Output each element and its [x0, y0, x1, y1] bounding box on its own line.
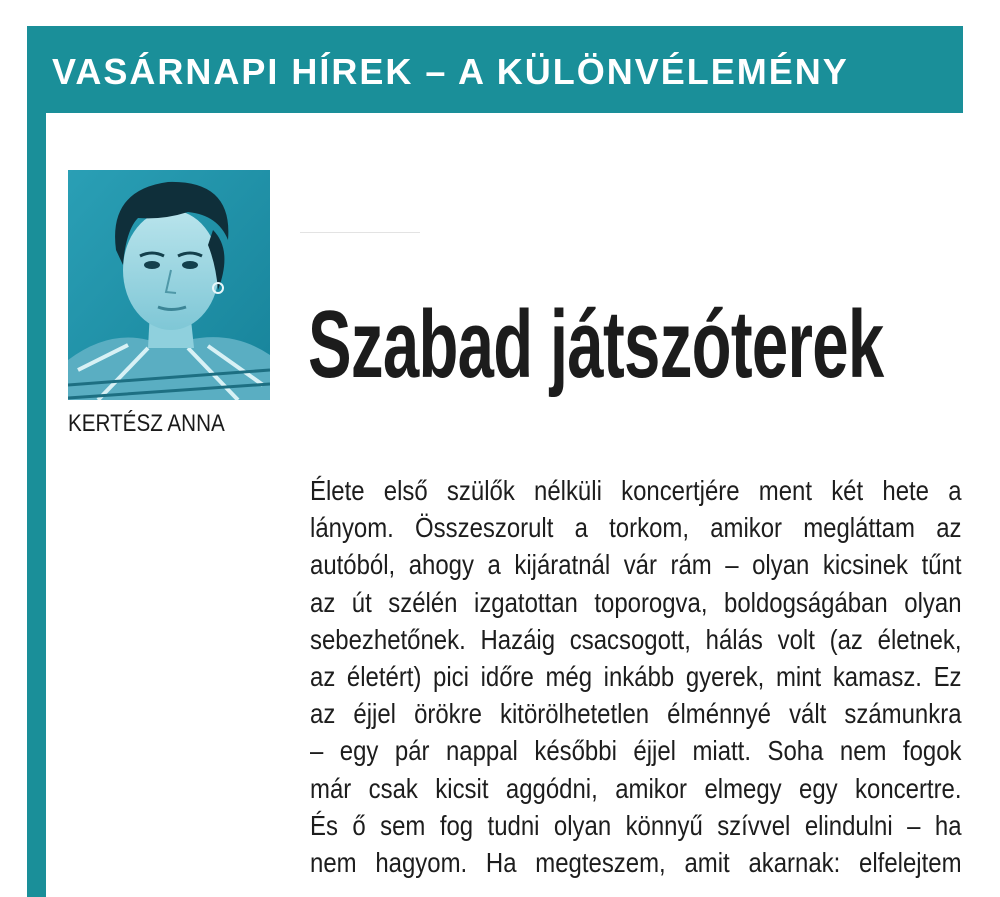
body-line: És ő sem fog tudni olyan könnyű szívvel elindulni – ha — [310, 809, 962, 841]
author-photo-illustration — [68, 170, 270, 400]
body-line: – egy pár nappal későbbi éjjel miatt. Soha nem fogok — [310, 735, 962, 767]
article-headline: Szabad játszóterek — [308, 291, 884, 398]
article-body — [310, 472, 962, 881]
body-line: Élete első szülők nélküli koncertjére ment két hete a — [310, 475, 962, 506]
body-line: az éjjel örökre kitörölhetetlen élménnyé vált számunkra — [310, 698, 962, 730]
body-line: sebezhetőnek. Hazáig csacsogott, hálás volt (az életnek, — [310, 623, 962, 655]
author-name: KERTÉSZ ANNA — [68, 410, 225, 437]
author-photo — [68, 170, 270, 400]
body-line: autóból, ahogy a kijáratnál vár rám – olyan kicsinek tűnt — [310, 549, 962, 581]
divider-line — [300, 232, 420, 233]
body-line: lányom. Összeszorult a torkom, amikor megláttam az — [310, 512, 962, 544]
body-line: az út szélén izgatottan toporogva, boldogságában olyan — [310, 586, 962, 618]
body-line: már csak kicsit aggódni, amikor elmegy egy koncertre. — [310, 772, 962, 804]
masthead-title: VASÁRNAPI HÍREK – A KÜLÖNVÉLEMÉNY — [52, 51, 849, 92]
left-accent-bar — [27, 26, 46, 897]
body-line: az életért) pici időre még inkább gyerek, mint kamasz. Ez — [310, 661, 962, 693]
body-line: nem hagyom. Ha megteszem, amit akarnak: elfelejtem — [310, 847, 962, 879]
